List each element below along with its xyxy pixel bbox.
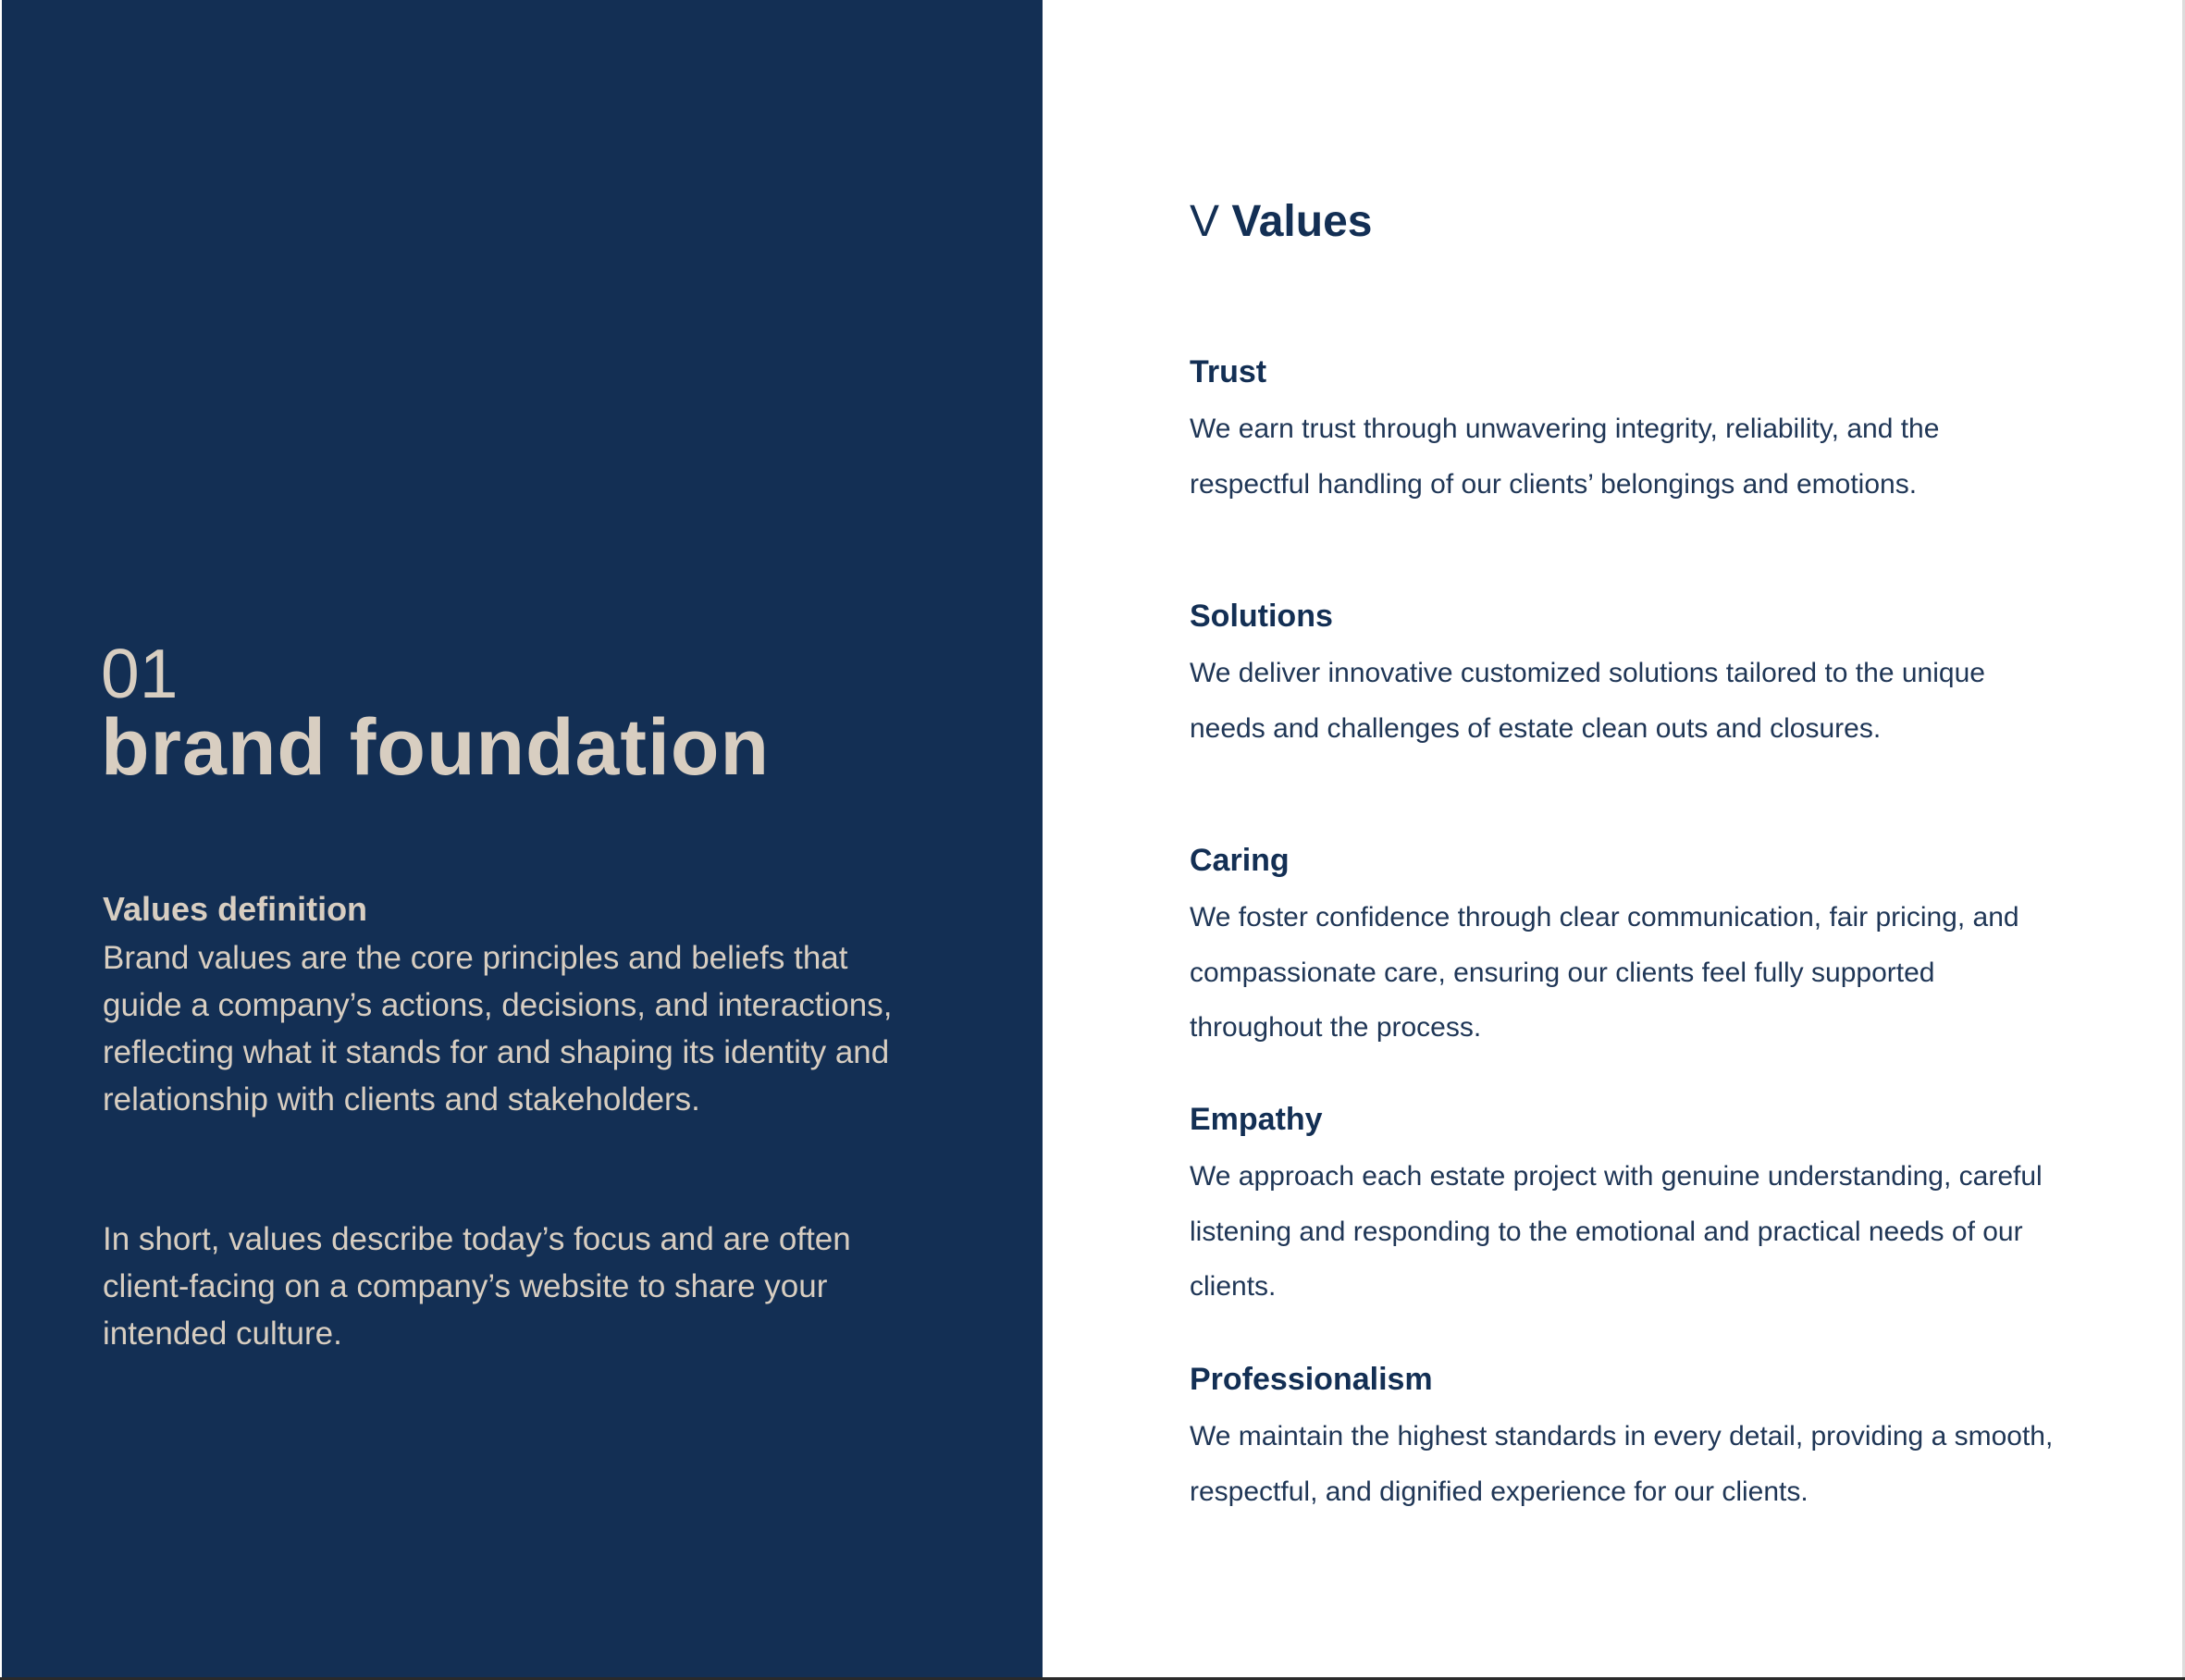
value-item-trust xyxy=(1190,352,2059,512)
section-title-word: Values xyxy=(1231,197,1373,246)
value-description: We maintain the highest standards in every detail, providing a smooth, respectful, and dignified experience for our clients. xyxy=(1190,1421,2054,1507)
section-mark: V xyxy=(1190,197,1220,246)
value-item-professionalism xyxy=(1190,1359,2059,1519)
values-section-title xyxy=(1190,194,1372,250)
values-definition-heading: Values definition xyxy=(103,890,368,928)
value-title: Professionalism xyxy=(1190,1362,1433,1397)
value-item-empathy xyxy=(1190,1099,2059,1315)
value-title: Trust xyxy=(1190,354,1267,389)
value-item-solutions xyxy=(1190,596,2059,756)
value-title: Solutions xyxy=(1190,599,1333,634)
value-title: Empathy xyxy=(1190,1102,1323,1137)
value-description: We earn trust through unwavering integrity, reliability, and the respectful handling of our clients’ belongings and emotions. xyxy=(1190,414,1940,500)
value-description: We deliver innovative customized solutions tailored to the unique needs and challenges of estate clean outs and closures. xyxy=(1190,658,1985,744)
value-title: Caring xyxy=(1190,843,1290,878)
chapter-number: 01 xyxy=(101,635,179,712)
left-panel xyxy=(2,0,1043,1680)
values-definition-paragraph: Brand values are the core principles and beliefs that guide a company’s actions, decisions, and interactions, reflecting what it stands for and shaping its identity and relationship with clients and stakeholders. xyxy=(103,940,893,1118)
value-item-caring xyxy=(1190,840,2059,1056)
values-summary-paragraph: In short, values describe today’s focus and are often client-facing on a company’s website to share your intended culture. xyxy=(103,1221,851,1352)
value-description: We foster confidence through clear communication, fair pricing, and compassionate care, ensuring our clients feel fully supported throughout the process. xyxy=(1190,902,2019,1043)
chapter-title: brand foundation xyxy=(101,703,770,792)
value-description: We approach each estate project with genuine understanding, careful listening and responding to the emotional and practical needs of our clients. xyxy=(1190,1161,2043,1302)
